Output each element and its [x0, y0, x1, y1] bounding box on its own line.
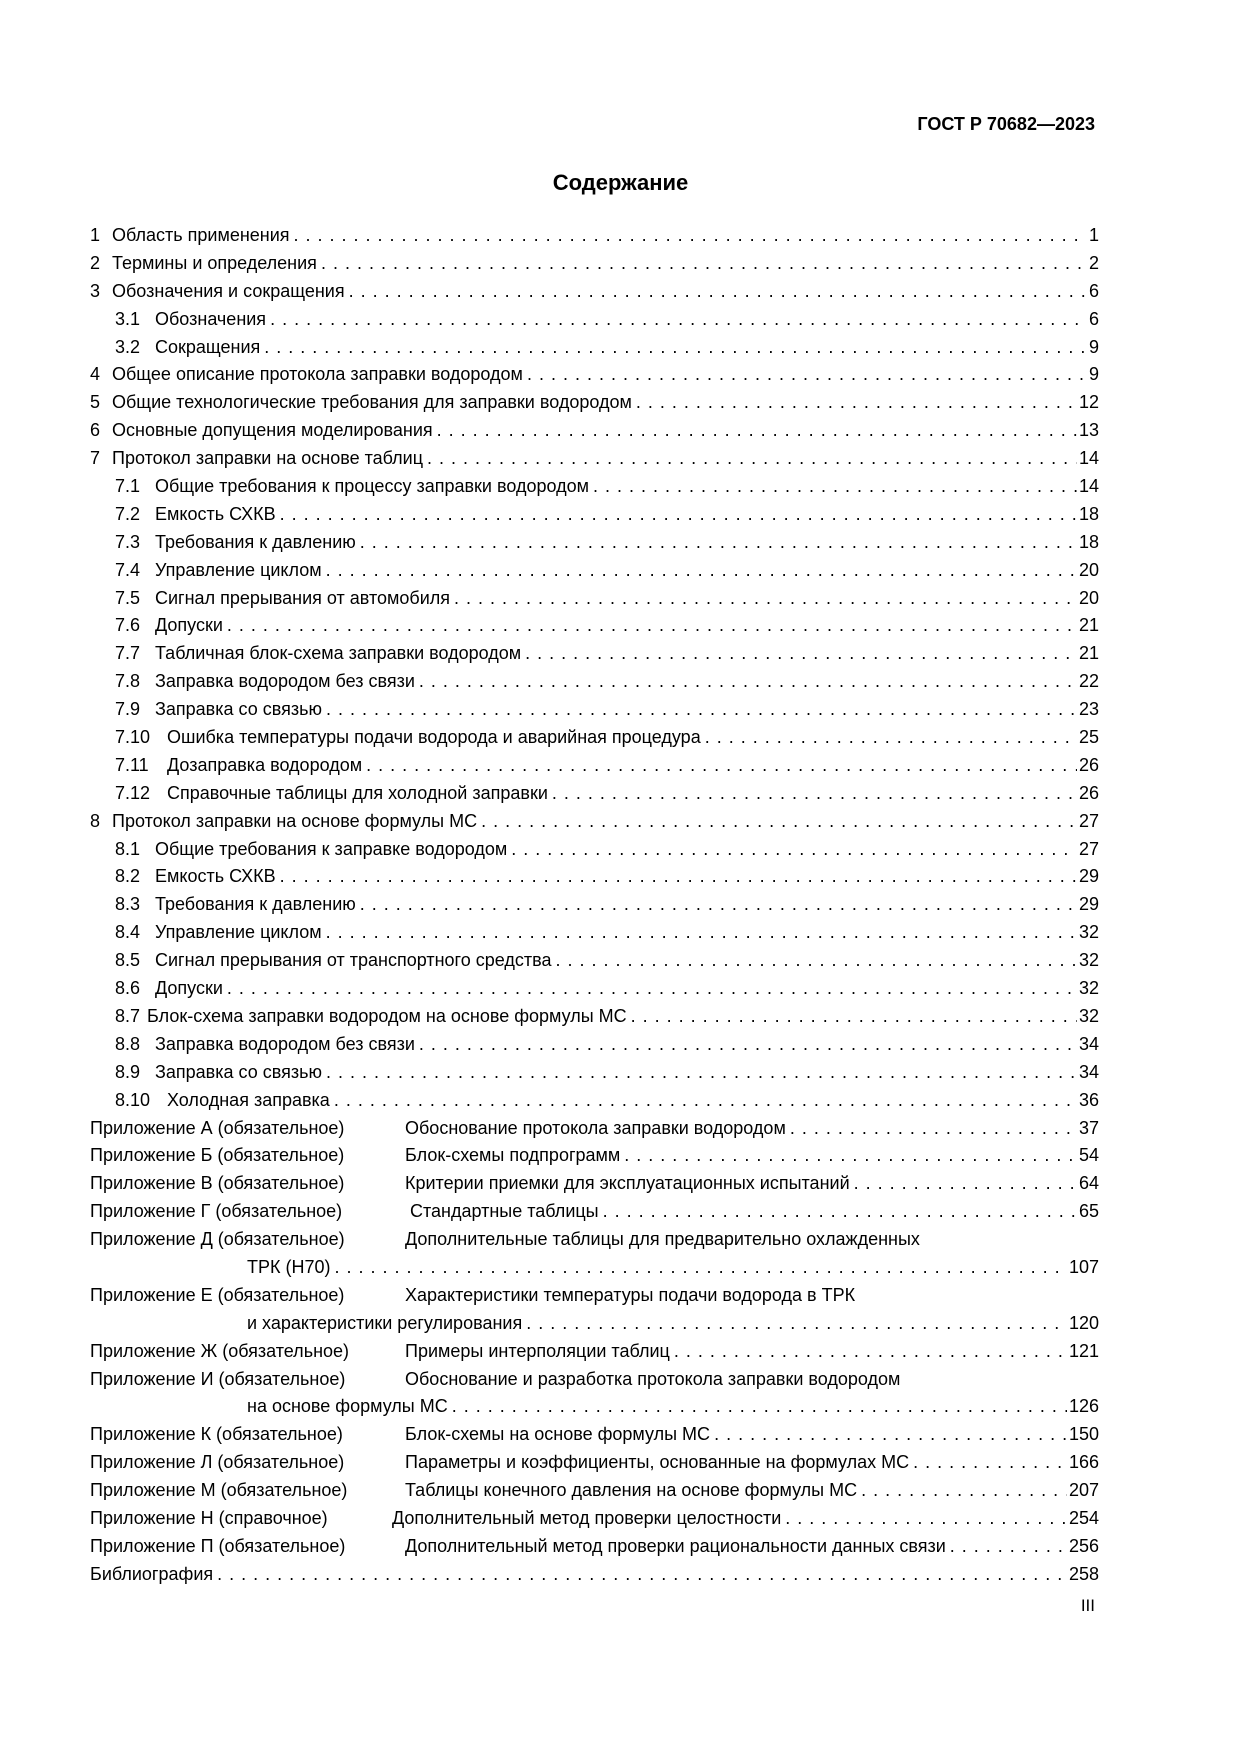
toc-entry-page: 27 — [1078, 810, 1099, 831]
toc-entry-number: 5 — [90, 392, 101, 413]
toc-entry-page: 9 — [1088, 336, 1099, 357]
toc-entry-title: Допуски — [155, 978, 223, 999]
toc-entry-title: Справочные таблицы для холодной заправки — [167, 782, 548, 803]
toc-entry-page: 9 — [1088, 364, 1099, 385]
appendix-title-continuation: на основе формулы МС — [247, 1396, 448, 1417]
toc-entry[interactable] — [90, 501, 1099, 529]
toc-entry-page: 13 — [1078, 420, 1099, 441]
toc-appendix-entry[interactable] — [90, 1282, 1099, 1310]
toc-entry-title: Емкость СХКВ — [155, 503, 276, 524]
toc-entry[interactable] — [90, 529, 1099, 557]
toc-entry-page: 36 — [1078, 1089, 1099, 1110]
dot-leader — [326, 696, 1077, 724]
toc-entry-number: 8.10 — [115, 1089, 151, 1110]
toc-entry-title: Общее описание протокола заправки водородом — [112, 364, 523, 385]
toc-entry-page: 65 — [1078, 1201, 1099, 1222]
toc-appendix-entry-continuation[interactable] — [90, 1310, 1099, 1338]
toc-entry-page: 26 — [1078, 754, 1099, 775]
toc-entry-page: 258 — [1068, 1563, 1099, 1584]
dot-leader — [227, 612, 1077, 640]
toc-entry[interactable] — [90, 724, 1099, 752]
dot-leader — [525, 640, 1077, 668]
dot-leader — [527, 361, 1087, 389]
toc-entry[interactable] — [90, 752, 1099, 780]
dot-leader — [913, 1449, 1067, 1477]
appendix-label: Приложение Е (обязательное) — [90, 1284, 345, 1305]
dot-leader — [419, 1031, 1077, 1059]
dot-leader — [360, 891, 1077, 919]
toc-entry-title: Сигнал прерывания от транспортного средства — [155, 950, 552, 971]
toc-entry-page: 32 — [1078, 978, 1099, 999]
dot-leader — [861, 1477, 1067, 1505]
toc-appendix-entry[interactable] — [90, 1170, 1099, 1198]
dot-leader — [552, 780, 1077, 808]
appendix-title: Стандартные таблицы — [405, 1201, 599, 1222]
toc-entry-number: 8.5 — [115, 950, 141, 971]
toc-entry-number: 7.10 — [115, 727, 151, 748]
toc-entry-number: 7.2 — [115, 503, 141, 524]
toc-entry[interactable] — [90, 696, 1099, 724]
toc-entry-page: 32 — [1078, 950, 1099, 971]
dot-leader — [360, 529, 1077, 557]
toc-entry-page: 20 — [1078, 587, 1099, 608]
toc-entry[interactable] — [90, 640, 1099, 668]
toc-entry-page: 26 — [1078, 782, 1099, 803]
toc-entry[interactable] — [90, 417, 1099, 445]
dot-leader — [785, 1505, 1067, 1533]
toc-entry[interactable] — [90, 668, 1099, 696]
appendix-label: Приложение Ж (обязательное) — [90, 1340, 350, 1361]
appendix-title: Дополнительный метод проверки целостности — [392, 1507, 782, 1528]
toc-entry-page: 6 — [1088, 280, 1099, 301]
toc-entry-title: Холодная заправка — [167, 1089, 330, 1110]
appendix-title: Параметры и коэффициенты, основанные на формулах МС — [405, 1452, 910, 1473]
toc-entry[interactable] — [90, 891, 1099, 919]
toc-entry-number: 2 — [90, 252, 101, 273]
toc-entry[interactable] — [90, 1059, 1099, 1087]
toc-entry-page: 207 — [1068, 1480, 1099, 1501]
toc-entry-number: 7.5 — [115, 587, 141, 608]
toc-entry-title: Протокол заправки на основе таблиц — [112, 448, 424, 469]
standard-code: ГОСТ Р 70682—2023 — [917, 114, 1095, 134]
dot-leader — [349, 278, 1087, 306]
dot-leader — [437, 417, 1077, 445]
table-of-contents — [90, 222, 1099, 1589]
appendix-label: Приложение А (обязательное) — [90, 1117, 345, 1138]
toc-entry-page: 29 — [1078, 894, 1099, 915]
toc-entry-title: Управление циклом — [155, 922, 322, 943]
toc-entry[interactable] — [90, 306, 1099, 334]
appendix-label: Приложение К (обязательное) — [90, 1424, 343, 1445]
toc-entry-number: 6 — [90, 420, 101, 441]
toc-entry-page: 37 — [1078, 1117, 1099, 1138]
appendix-title-continuation: и характеристики регулирования — [247, 1312, 523, 1333]
dot-leader — [511, 836, 1077, 864]
toc-entry-page: 126 — [1068, 1396, 1099, 1417]
page-number: III — [1080, 1596, 1095, 1615]
toc-entry-number: 8.2 — [115, 866, 141, 887]
toc-appendix-entry[interactable] — [90, 1477, 1099, 1505]
appendix-title: Критерии приемки для эксплуатационных испытаний — [405, 1173, 850, 1194]
toc-entry-title: Заправка со связью — [155, 699, 322, 720]
toc-entry-number: 8.3 — [115, 894, 141, 915]
dot-leader — [593, 473, 1077, 501]
toc-entry[interactable] — [90, 1003, 1099, 1031]
toc-entry-page: 256 — [1068, 1535, 1099, 1556]
dot-leader — [454, 585, 1077, 613]
toc-entry-title: Блок-схема заправки водородом на основе формулы МС — [147, 1005, 627, 1026]
toc-entry-page: 32 — [1078, 1005, 1099, 1026]
dot-leader — [714, 1421, 1067, 1449]
toc-entry-title: Протокол заправки на основе формулы МС — [112, 810, 478, 831]
toc-entry[interactable] — [90, 975, 1099, 1003]
toc-entry-title: Сокращения — [155, 336, 261, 357]
toc-entry-number: 3 — [90, 280, 101, 301]
toc-entry-number: 7.1 — [115, 476, 141, 497]
dot-leader — [217, 1561, 1067, 1589]
toc-entry-page: 1 — [1088, 225, 1099, 245]
bibliography-title: Библиография — [90, 1563, 214, 1584]
toc-entry-page: 21 — [1078, 615, 1099, 636]
toc-entry-title: Общие требования к процессу заправки водородом — [155, 476, 589, 497]
toc-entry[interactable] — [90, 1031, 1099, 1059]
toc-entry[interactable] — [90, 389, 1099, 417]
toc-entry[interactable] — [90, 250, 1099, 278]
toc-entry-title: Сигнал прерывания от автомобиля — [155, 587, 450, 608]
toc-entry-number: 7.8 — [115, 671, 141, 692]
dot-leader — [321, 250, 1087, 278]
dot-leader — [854, 1170, 1077, 1198]
toc-entry-title: Требования к давлению — [155, 531, 356, 552]
toc-entry[interactable] — [90, 445, 1099, 473]
toc-entry[interactable] — [90, 1087, 1099, 1115]
toc-entry-number: 3.1 — [115, 308, 141, 329]
toc-entry-number: 7.3 — [115, 531, 141, 552]
toc-appendix-entry[interactable] — [90, 1533, 1099, 1561]
toc-entry-title: Ошибка температуры подачи водорода и аварийная процедура — [167, 727, 701, 748]
toc-entry-page: 32 — [1078, 922, 1099, 943]
toc-entry-number: 1 — [90, 225, 101, 245]
toc-entry-number: 7.6 — [115, 615, 141, 636]
appendix-title: Характеристики температуры подачи водорода в ТРК — [405, 1284, 856, 1305]
toc-entry-page: 18 — [1078, 531, 1099, 552]
toc-appendix-entry[interactable] — [90, 1338, 1099, 1366]
toc-appendix-entry[interactable] — [90, 1226, 1099, 1254]
dot-leader — [790, 1115, 1077, 1143]
toc-appendix-entry[interactable] — [90, 1505, 1099, 1533]
dot-leader — [294, 222, 1087, 250]
toc-entry-page: 150 — [1068, 1424, 1099, 1445]
toc-appendix-entry[interactable] — [90, 1421, 1099, 1449]
toc-entry-page: 121 — [1068, 1340, 1099, 1361]
toc-entry-number: 8.7 — [115, 1005, 141, 1026]
appendix-title: Обоснование и разработка протокола заправки водородом — [405, 1368, 901, 1389]
appendix-title: Блок-схемы подпрограмм — [405, 1145, 621, 1166]
dot-leader — [264, 334, 1087, 362]
appendix-label: Приложение И (обязательное) — [90, 1368, 346, 1389]
toc-entry-page: 18 — [1078, 503, 1099, 524]
toc-entry-page: 64 — [1078, 1173, 1099, 1194]
toc-entry-number: 4 — [90, 364, 101, 385]
toc-entry-page: 34 — [1078, 1061, 1099, 1082]
toc-entry-title: Управление циклом — [155, 559, 322, 580]
page-title: Содержание — [552, 170, 689, 195]
dot-leader — [636, 389, 1077, 417]
appendix-title: Дополнительный метод проверки рациональности данных связи — [405, 1535, 946, 1556]
appendix-label: Приложение Г (обязательное) — [90, 1201, 343, 1222]
toc-entry-title: Заправка водородом без связи — [155, 671, 415, 692]
toc-entry-title: Обозначения — [155, 308, 267, 329]
toc-entry[interactable] — [90, 919, 1099, 947]
dot-leader — [631, 1003, 1077, 1031]
toc-entry-page: 23 — [1078, 699, 1099, 720]
toc-entry-page: 254 — [1068, 1507, 1099, 1528]
toc-entry[interactable] — [90, 808, 1099, 836]
dot-leader — [526, 1310, 1067, 1338]
dot-leader — [270, 306, 1087, 334]
toc-entry-page: 34 — [1078, 1033, 1099, 1054]
dot-leader — [427, 445, 1077, 473]
dot-leader — [452, 1393, 1067, 1421]
toc-entry-title: Заправка водородом без связи — [155, 1033, 415, 1054]
toc-entry[interactable] — [90, 361, 1099, 389]
toc-bibliography-entry[interactable] — [90, 1561, 1099, 1589]
appendix-label: Приложение В (обязательное) — [90, 1173, 345, 1194]
toc-entry[interactable] — [90, 557, 1099, 585]
toc-entry[interactable] — [90, 278, 1099, 306]
toc-entry-title: Дозаправка водородом — [167, 754, 363, 775]
appendix-label: Приложение Б (обязательное) — [90, 1145, 345, 1166]
toc-appendix-entry[interactable] — [90, 1198, 1099, 1226]
toc-entry[interactable] — [90, 612, 1099, 640]
appendix-title: Обоснование протокола заправки водородом — [405, 1117, 786, 1138]
toc-entry-page: 6 — [1088, 308, 1099, 329]
toc-appendix-entry[interactable] — [90, 1142, 1099, 1170]
toc-entry-title: Обозначения и сокращения — [112, 280, 345, 301]
appendix-title: Таблицы конечного давления на основе формулы МС — [405, 1480, 858, 1501]
toc-entry[interactable] — [90, 863, 1099, 891]
toc-entry-number: 3.2 — [115, 336, 141, 357]
appendix-label: Приложение П (обязательное) — [90, 1535, 346, 1556]
toc-entry-title: Табличная блок-схема заправки водородом — [155, 643, 522, 664]
dot-leader — [481, 808, 1077, 836]
toc-entry-number: 8.1 — [115, 838, 141, 859]
dot-leader — [227, 975, 1077, 1003]
dot-leader — [674, 1338, 1067, 1366]
toc-entry-page: 166 — [1068, 1452, 1099, 1473]
appendix-label: Приложение Н (справочное) — [90, 1507, 328, 1528]
toc-entry-page: 27 — [1078, 838, 1099, 859]
toc-entry-page: 22 — [1078, 671, 1099, 692]
toc-appendix-entry-continuation[interactable] — [90, 1393, 1099, 1421]
dot-leader — [334, 1087, 1077, 1115]
toc-entry-page: 107 — [1068, 1256, 1099, 1277]
toc-entry-title: Заправка со связью — [155, 1061, 322, 1082]
toc-entry-title: Допуски — [155, 615, 223, 636]
dot-leader — [280, 501, 1077, 529]
toc-entry-title: Общие технологические требования для заправки водородом — [112, 392, 632, 413]
toc-entry-page: 20 — [1078, 559, 1099, 580]
toc-entry-number: 8.6 — [115, 978, 141, 999]
appendix-title: Блок-схемы на основе формулы МС — [405, 1424, 711, 1445]
toc-entry-number: 7.9 — [115, 699, 141, 720]
dot-leader — [624, 1142, 1077, 1170]
toc-entry[interactable] — [90, 473, 1099, 501]
toc-entry-number: 8 — [90, 810, 101, 831]
toc-appendix-entry-continuation[interactable] — [90, 1254, 1099, 1282]
toc-entry-page: 120 — [1068, 1312, 1099, 1333]
toc-entry-page: 29 — [1078, 866, 1099, 887]
toc-entry[interactable] — [90, 780, 1099, 808]
toc-entry-title: Термины и определения — [112, 252, 317, 273]
appendix-title: Примеры интерполяции таблиц — [405, 1340, 670, 1361]
toc-appendix-entry[interactable] — [90, 1366, 1099, 1394]
toc-entry-page: 14 — [1078, 448, 1099, 469]
toc-entry-title: Область применения — [112, 225, 290, 245]
appendix-label: Приложение Д (обязательное) — [90, 1229, 345, 1250]
toc-entry-page: 54 — [1078, 1145, 1099, 1166]
dot-leader — [326, 1059, 1077, 1087]
toc-entry[interactable] — [90, 836, 1099, 864]
toc-entry[interactable] — [90, 334, 1099, 362]
toc-entry-title: Основные допущения моделирования — [112, 420, 433, 441]
dot-leader — [366, 752, 1077, 780]
toc-entry-page: 12 — [1078, 392, 1099, 413]
toc-entry-number: 7.7 — [115, 643, 141, 664]
toc-entry-title: Требования к давлению — [155, 894, 356, 915]
dot-leader — [705, 724, 1077, 752]
appendix-title-continuation: ТРК (Н70) — [247, 1256, 331, 1277]
dot-leader — [326, 557, 1077, 585]
appendix-label: Приложение М (обязательное) — [90, 1480, 348, 1501]
dot-leader — [335, 1254, 1067, 1282]
toc-entry-number: 7 — [90, 448, 101, 469]
dot-leader — [603, 1198, 1077, 1226]
dot-leader — [950, 1533, 1067, 1561]
toc-entry-number: 7.11 — [115, 754, 149, 775]
dot-leader — [555, 947, 1077, 975]
toc-entry-page: 2 — [1088, 252, 1099, 273]
toc-entry-number: 7.4 — [115, 559, 141, 580]
appendix-title: Дополнительные таблицы для предварительно охлажденных — [405, 1229, 920, 1250]
toc-entry[interactable] — [90, 947, 1099, 975]
toc-entry-number: 8.9 — [115, 1061, 141, 1082]
toc-entry-number: 8.4 — [115, 922, 141, 943]
dot-leader — [326, 919, 1077, 947]
toc-entry-page: 14 — [1078, 476, 1099, 497]
toc-entry[interactable] — [90, 585, 1099, 613]
toc-entry-page: 25 — [1078, 727, 1099, 748]
toc-entry[interactable] — [90, 222, 1099, 250]
toc-entry-number: 7.12 — [115, 782, 151, 803]
toc-entry-title: Общие требования к заправке водородом — [155, 838, 508, 859]
appendix-label: Приложение Л (обязательное) — [90, 1452, 345, 1473]
toc-appendix-entry[interactable] — [90, 1115, 1099, 1143]
toc-entry-page: 21 — [1078, 643, 1099, 664]
toc-appendix-entry[interactable] — [90, 1449, 1099, 1477]
dot-leader — [280, 863, 1077, 891]
dot-leader — [419, 668, 1077, 696]
toc-entry-title: Емкость СХКВ — [155, 866, 276, 887]
toc-entry-number: 8.8 — [115, 1033, 141, 1054]
